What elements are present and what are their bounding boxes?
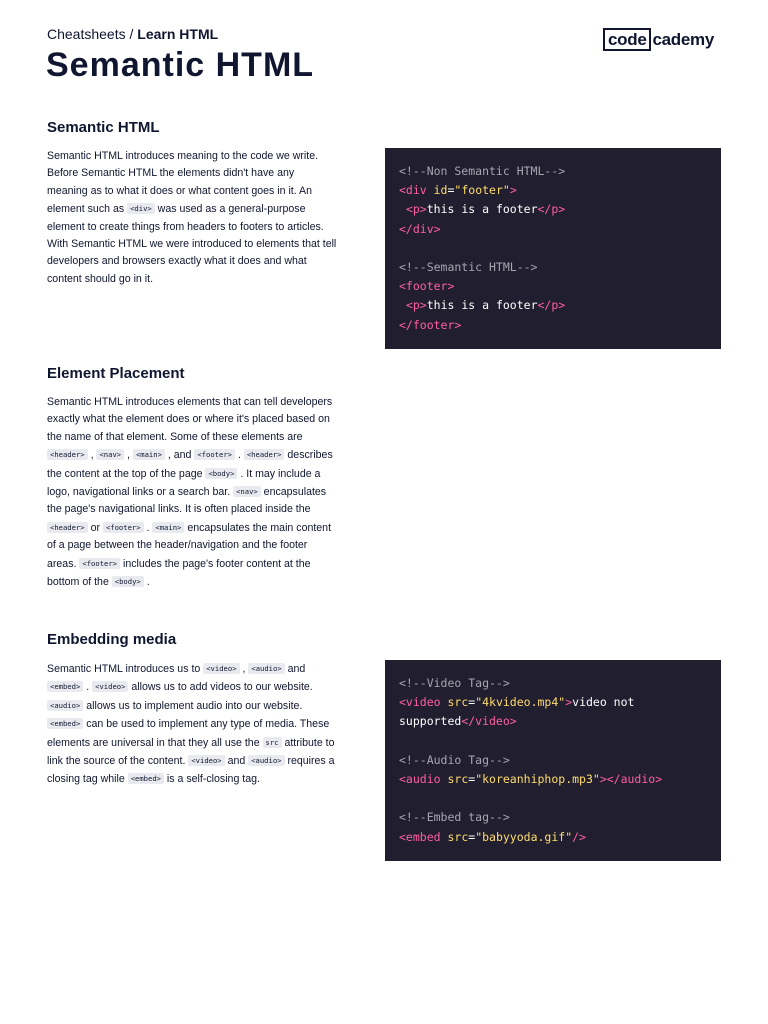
- inline-code: <audio>: [248, 755, 284, 766]
- code-line: [399, 277, 707, 296]
- code-token: supported: [399, 714, 462, 729]
- code-token: [399, 298, 406, 312]
- paragraph-text: ,: [87, 449, 97, 462]
- paragraph-text: .: [143, 576, 150, 589]
- code-token: "koreanhiphop.mp3": [475, 771, 600, 786]
- inline-code: src: [263, 737, 282, 748]
- code-line: [399, 258, 707, 277]
- code-line: [399, 239, 707, 258]
- paragraph-text: . It may include a logo, navigational links or a search bar.: [47, 467, 321, 499]
- code-token: <p>: [405, 202, 427, 217]
- paragraph-text: .: [235, 449, 244, 462]
- codecademy-logo[interactable]: [603, 28, 714, 51]
- code-line: [399, 316, 707, 335]
- inline-code: <video>: [203, 663, 239, 674]
- paragraph-text: includes the page's footer content at the bottom of the: [47, 557, 311, 589]
- section-embedding-media: [47, 631, 337, 789]
- paragraph-text: describes the content at the top of the page: [47, 449, 333, 480]
- code-token: src: [447, 771, 469, 786]
- code-token: </footer>: [399, 317, 462, 332]
- inline-code: <audio>: [248, 663, 284, 674]
- paragraph-text: Semantic HTML introduces meaning to the code we write. Before Semantic HTML the elements didn't have any meaning as to what it does or what content goes in it. An element such as: [47, 150, 319, 216]
- inline-code: <embed>: [128, 773, 164, 784]
- code-line: [399, 181, 707, 200]
- breadcrumb-separator: /: [125, 26, 138, 42]
- code-token: <footer>: [399, 279, 455, 294]
- code-token: <embed: [399, 829, 448, 844]
- code-line: [399, 200, 707, 219]
- paragraph-text: .: [143, 521, 153, 534]
- inline-code: <footer>: [194, 449, 235, 460]
- code-line: [399, 770, 707, 789]
- paragraph-text: ,: [239, 663, 249, 675]
- inline-code: <audio>: [47, 700, 83, 711]
- inline-code: <header>: [244, 449, 285, 460]
- inline-code: <div>: [127, 203, 155, 214]
- inline-code: <nav>: [233, 486, 261, 497]
- inline-code: <embed>: [47, 718, 83, 729]
- code-token: </video>: [461, 714, 517, 729]
- code-token: >: [509, 183, 517, 198]
- paragraph-text: or: [87, 521, 103, 534]
- section-body: [47, 394, 337, 591]
- code-token: src: [447, 695, 469, 710]
- code-line: [399, 712, 707, 731]
- section-title: Semantic HTML: [47, 119, 160, 136]
- breadcrumb-root-link[interactable]: Cheatsheets: [47, 26, 126, 42]
- code-token: =: [468, 771, 476, 786]
- inline-code: <body>: [112, 576, 144, 587]
- code-token: >: [565, 695, 573, 710]
- code-line: [399, 220, 707, 239]
- code-token: "babyyoda.gif": [475, 829, 573, 844]
- code-token: "footer": [454, 183, 510, 198]
- inline-code: <header>: [47, 522, 88, 533]
- code-token: </p>: [537, 202, 566, 217]
- code-line: [399, 808, 707, 827]
- section-title: Embedding media: [47, 631, 177, 648]
- code-token: </p>: [537, 298, 566, 313]
- logo-boxed-text: code: [603, 28, 651, 51]
- code-block-semantic: [385, 148, 721, 349]
- inline-code: <nav>: [96, 449, 124, 460]
- code-token: <!--Embed tag-->: [399, 810, 510, 825]
- code-token: />: [572, 829, 586, 844]
- page-title: Semantic HTML: [46, 46, 315, 84]
- code-line: [399, 296, 707, 315]
- paragraph-text: Semantic HTML introduces us to: [47, 663, 204, 675]
- code-token: this is a footer: [426, 298, 538, 313]
- code-token: <audio: [399, 771, 448, 786]
- paragraph-text: .: [83, 681, 93, 694]
- code-block-media: [385, 660, 721, 861]
- code-token: <!--Non Semantic HTML-->: [399, 164, 566, 178]
- paragraph-text: can be used to implement any type of media. These elements are universal in that they all use the: [47, 718, 330, 749]
- logo-rest-text: cademy: [652, 30, 715, 49]
- section-semantic-html: [47, 119, 337, 288]
- code-token: =: [447, 183, 455, 198]
- section-title: Element Placement: [47, 365, 185, 382]
- inline-code: <embed>: [47, 681, 83, 692]
- code-token: this is a footer: [426, 202, 538, 217]
- code-token: <div: [399, 183, 434, 198]
- code-token: =: [468, 695, 476, 710]
- inline-code: <video>: [92, 681, 128, 692]
- breadcrumb: [47, 26, 218, 42]
- inline-code: <main>: [133, 449, 165, 460]
- paragraph-text: and: [284, 663, 306, 675]
- section-body: [47, 660, 337, 789]
- code-line: [399, 732, 707, 751]
- code-line: [399, 693, 707, 712]
- code-line: [399, 789, 707, 808]
- code-line: [399, 751, 707, 770]
- paragraph-text: is a self-closing tag.: [163, 773, 260, 786]
- inline-code: <video>: [188, 755, 224, 766]
- section-element-placement: [47, 365, 337, 591]
- paragraph-text: encapsulates the page's navigational links. It is often placed inside the: [47, 486, 327, 516]
- paragraph-text: allows us to implement audio into our website.: [83, 699, 303, 712]
- code-token: <!--Audio Tag-->: [399, 752, 510, 767]
- code-token: id: [433, 183, 448, 198]
- paragraph-text: allows us to add videos to our website.: [128, 681, 313, 694]
- paragraph-text: requires a closing tag while: [47, 755, 335, 786]
- code-token: ></audio>: [599, 771, 663, 786]
- code-line: [399, 674, 707, 693]
- inline-code: <footer>: [103, 522, 144, 533]
- code-token: src: [447, 829, 469, 844]
- code-line: [399, 828, 707, 847]
- paragraph-text: and: [224, 755, 249, 768]
- code-token: <!--Semantic HTML-->: [399, 259, 538, 274]
- inline-code: <header>: [47, 449, 88, 460]
- paragraph-text: ,: [124, 449, 133, 462]
- paragraph-text: was used as a general-purpose element to create things from headers to footers to articles. With Semantic HTML we were introduced to elements that tell developers and browsers exactly what it does and what content should go in it.: [47, 203, 337, 285]
- paragraph-text: Semantic HTML introduces elements that can tell developers exactly what the element does or where it's placed based on the name of that element. Some of these elements are: [47, 396, 333, 443]
- code-token: <p>: [405, 298, 427, 313]
- code-token: <!--Video Tag-->: [399, 676, 510, 690]
- paragraph-text: attribute to link the source of the content.: [47, 736, 335, 768]
- code-token: video not: [572, 695, 635, 710]
- code-token: <video: [399, 695, 448, 710]
- code-token: </div>: [399, 221, 441, 236]
- code-token: "4kvideo.mp4": [475, 695, 566, 710]
- paragraph-text: , and: [164, 449, 195, 462]
- inline-code: <body>: [205, 468, 237, 479]
- code-token: [399, 202, 406, 216]
- section-body: [47, 148, 337, 288]
- inline-code: <main>: [152, 522, 184, 533]
- code-token: =: [468, 829, 476, 844]
- code-line: [399, 162, 707, 181]
- breadcrumb-current[interactable]: Learn HTML: [137, 26, 219, 42]
- inline-code: <footer>: [79, 558, 120, 569]
- paragraph-text: encapsulates the main content of a page between the header/navigation and the footer areas.: [47, 521, 332, 570]
